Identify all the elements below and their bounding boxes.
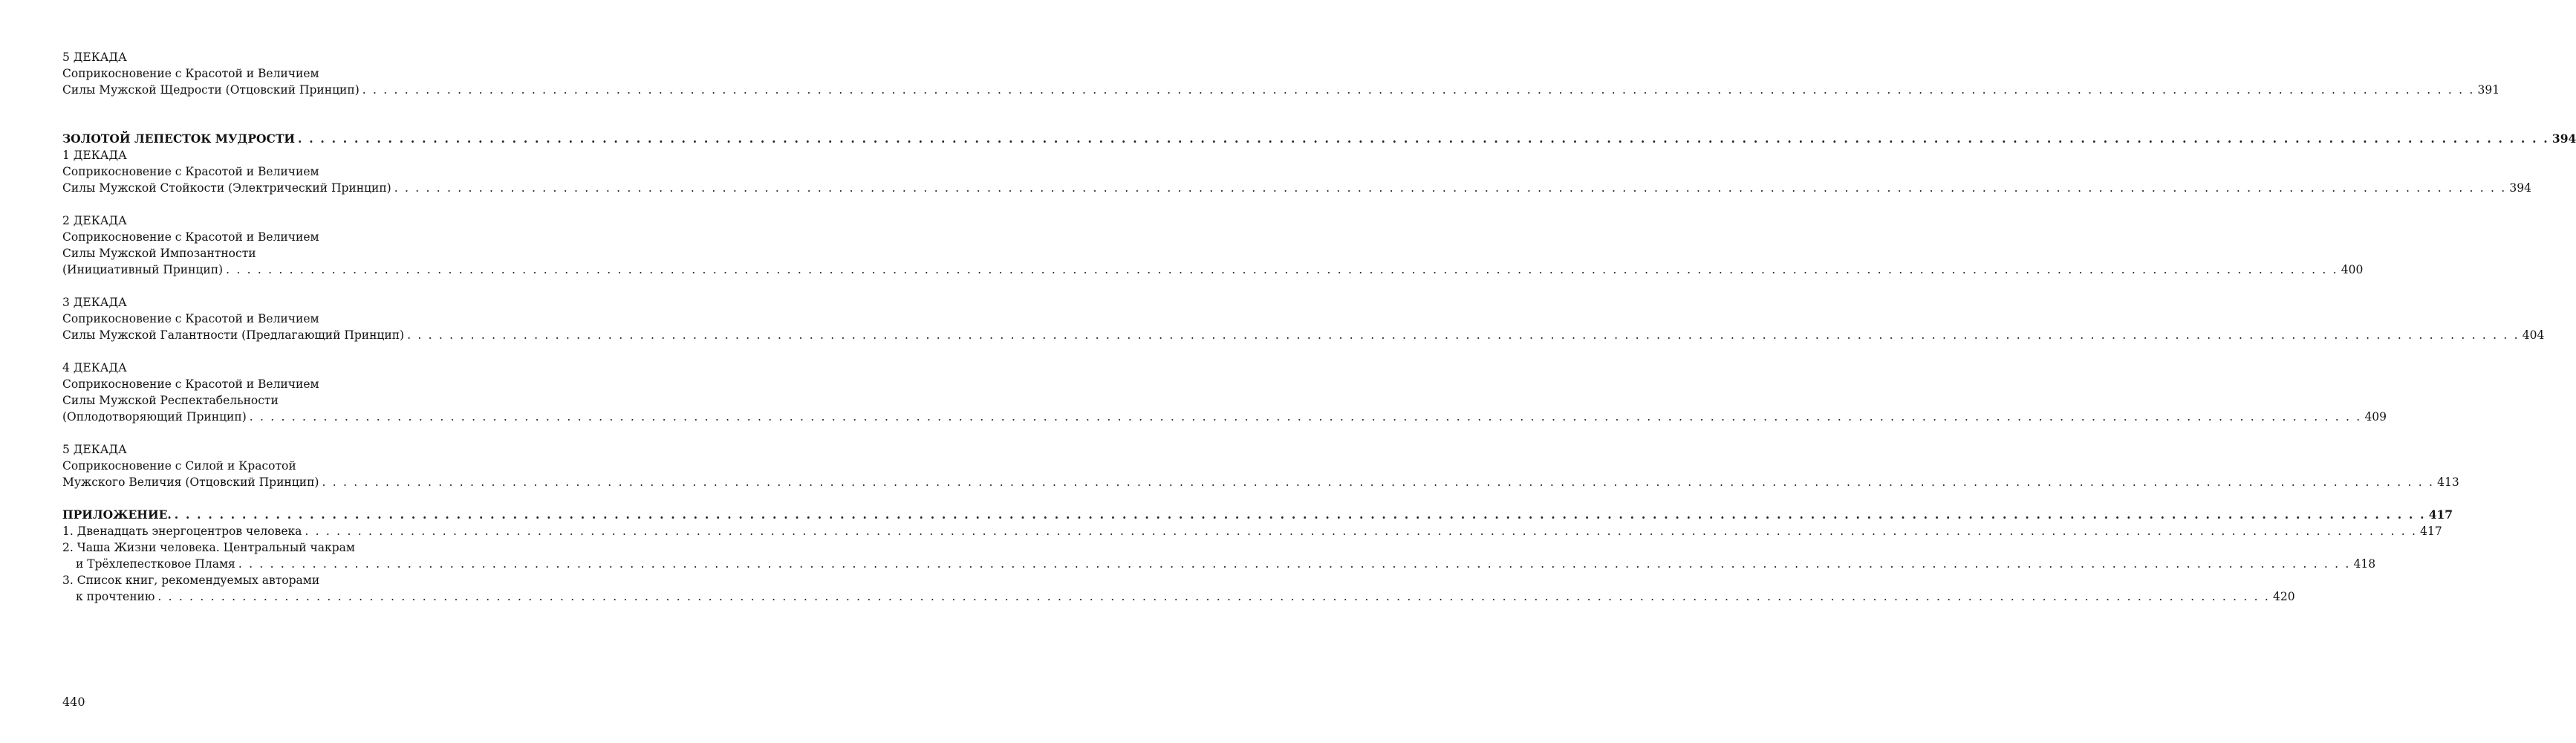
toc-entry <box>62 311 472 327</box>
toc-dot-leader: . . . . . . . . . . . . . . . . . . . . . . . . . . . . . . . . . . . . . . . . . . . . . . . . . . . . . . . . . . . . . . . . . . . . . . . . . . . . . . . . . . . . . . . . . . . . . . . . . . . . . . . . . . . . . . . . . . . . . . . . . . . . . . . . . . . . . . . . . . . . . . . . . . . . . . . . . . . . . . . . . . . . . . . . . . . . . . . . . . . . . . . . . . . . . . . . . . . . . . . . <box>238 557 2351 571</box>
toc-entry-text: Соприкосновение с Красотой и Величием <box>62 165 319 178</box>
toc-dot-leader: . . . . . . . . . . . . . . . . . . . . . . . . . . . . . . . . . . . . . . . . . . . . . . . . . . . . . . . . . . . . . . . . . . . . . . . . . . . . . . . . . . . . . . . . . . . . . . . . . . . . . . . . . . . . . . . . . . . . . . . . . . . . . . . . . . . . . . . . . . . . . . . . . . . . . . . . . . . . . . . . . . . . . . . . . . . . . . . . . . . . . . . . . . . . . . . . . . . . . . . . <box>305 525 2418 538</box>
toc-entry-text: к прочтению <box>76 590 155 603</box>
toc-entry-text: Мужского Величия (Отцовский Принцип) <box>62 476 319 489</box>
toc-entry-text: Соприкосновение с Красотой и Величием <box>62 377 319 391</box>
toc-entry <box>62 539 472 556</box>
toc-dot-leader: . . . . . . . . . . . . . . . . . . . . . . . . . . . . . . . . . . . . . . . . . . . . . . . . . . . . . . . . . . . . . . . . . . . . . . . . . . . . . . . . . . . . . . . . . . . . . . . . . . . . . . . . . . . . . . . . . . . . . . . . . . . . . . . . . . . . . . . . . . . . . . . . . . . . . . . . . . . . . . . . . . . . . . . . . . . . . . . . . . . . . . . . . . . . . . . . . . . . . . . . <box>394 181 2507 195</box>
toc-entry <box>62 588 2295 605</box>
toc-entry <box>62 556 2376 572</box>
toc-entry <box>62 147 472 163</box>
toc-section-heading <box>62 131 2576 147</box>
page-number: 440 <box>62 695 85 709</box>
toc-entry <box>62 245 472 262</box>
toc-spacer <box>62 490 472 507</box>
toc-page-number: 409 <box>2364 410 2387 424</box>
toc-entry-text: 2 ДЕКАДА <box>62 214 127 227</box>
toc-spacer <box>62 278 472 294</box>
toc-entry-text: ПРИЛОЖЕНИЕ. <box>62 507 172 522</box>
toc-entry <box>62 360 472 376</box>
toc-entry-text: 1 ДЕКАДА <box>62 149 127 162</box>
toc-entry-text: 3. Список книг, рекомендуемых авторами <box>62 574 320 587</box>
toc-dot-leader: . . . . . . . . . . . . . . . . . . . . . . . . . . . . . . . . . . . . . . . . . . . . . . . . . . . . . . . . . . . . . . . . . . . . . . . . . . . . . . . . . . . . . . . . . . . . . . . . . . . . . . . . . . . . . . . . . . . . . . . . . . . . . . . . . . . . . . . . . . . . . . . . . . . . . . . . . . . . . . . . . . . . . . . . . . . . . . . . . . . . . . . . . . . . . . . . . . . . . . . . <box>157 590 2271 603</box>
toc-page-number: 400 <box>2341 263 2364 276</box>
toc-section-heading <box>62 507 2453 523</box>
toc-entry-text: 1. Двенадцать энергоцентров человека <box>62 525 302 538</box>
toc-entry <box>62 229 472 245</box>
toc-spacer <box>62 98 472 114</box>
toc-entry-text: Силы Мужской Щедрости (Отцовский Принцип) <box>62 83 360 97</box>
toc-entry <box>62 474 2459 490</box>
toc-page-number: 417 <box>2428 507 2453 522</box>
toc-entry-text: 3 ДЕКАДА <box>62 296 127 309</box>
toc-entry-text: Соприкосновение с Красотой и Величием <box>62 312 319 325</box>
toc-entry <box>62 82 2500 98</box>
toc-page-number: 391 <box>2477 83 2500 97</box>
toc-entry-text: Силы Мужской Галантности (Предлагающий Принцип) <box>62 328 405 342</box>
toc-dot-leader: . . . . . . . . . . . . . . . . . . . . . . . . . . . . . . . . . . . . . . . . . . . . . . . . . . . . . . . . . . . . . . . . . . . . . . . . . . . . . . . . . . . . . . . . . . . . . . . . . . . . . . . . . . . . . . . . . . . . . . . . . . . . . . . . . . . . . . . . . . . . . . . . . . . . . . . . . . . . . . . . . . . . . . . . . . . . . . . . . . . . . . . . . . . . . . . . . . . . . . . . <box>298 132 2549 146</box>
toc-dot-leader: . . . . . . . . . . . . . . . . . . . . . . . . . . . . . . . . . . . . . . . . . . . . . . . . . . . . . . . . . . . . . . . . . . . . . . . . . . . . . . . . . . . . . . . . . . . . . . . . . . . . . . . . . . . . . . . . . . . . . . . . . . . . . . . . . . . . . . . . . . . . . . . . . . . . . . . . . . . . . . . . . . . . . . . . . . . . . . . . . . . . . . . . . . . . . . . . . . . . . . . . <box>322 476 2435 489</box>
toc-entry <box>62 572 472 588</box>
toc-entry <box>62 180 2532 196</box>
toc-entry-text: (Оплодотворяющий Принцип) <box>62 410 247 424</box>
toc-entry-text: (Инициативный Принцип) <box>62 263 224 276</box>
toc-entry <box>62 212 472 229</box>
toc-page-number: 418 <box>2353 557 2376 571</box>
toc-page-number: 420 <box>2273 590 2295 603</box>
toc-entry-text: Соприкосновение с Красотой и Величием <box>62 230 319 244</box>
toc-page-number: 394 <box>2551 132 2576 146</box>
toc-page-number: 394 <box>2509 181 2532 195</box>
toc-entry <box>62 65 472 82</box>
toc-entry-text: ЗОЛОТОЙ ЛЕПЕСТОК МУДРОСТИ <box>62 132 295 146</box>
toc-dot-leader: . . . . . . . . . . . . . . . . . . . . . . . . . . . . . . . . . . . . . . . . . . . . . . . . . . . . . . . . . . . . . . . . . . . . . . . . . . . . . . . . . . . . . . . . . . . . . . . . . . . . . . . . . . . . . . . . . . . . . . . . . . . . . . . . . . . . . . . . . . . . . . . . . . . . . . . . . . . . . . . . . . . . . . . . . . . . . . . . . . . . . . . . . . . . . . . . . . . . . . . . <box>407 328 2520 342</box>
toc-entry <box>62 262 2364 278</box>
toc-entry-text: 5 ДЕКАДА <box>62 443 127 456</box>
toc-entry <box>62 409 2387 425</box>
toc-entry-text: 2. Чаша Жизни человека. Центральный чакрам <box>62 541 355 554</box>
toc-entry-text: Соприкосновение с Силой и Красотой <box>62 459 296 473</box>
toc-page-number: 413 <box>2437 476 2459 489</box>
toc-entry <box>62 49 472 65</box>
toc-dot-leader: . . . . . . . . . . . . . . . . . . . . . . . . . . . . . . . . . . . . . . . . . . . . . . . . . . . . . . . . . . . . . . . . . . . . . . . . . . . . . . . . . . . . . . . . . . . . . . . . . . . . . . . . . . . . . . . . . . . . . . . . . . . . . . . . . . . . . . . . . . . . . . . . . . . . . . . . . . . . . . . . . . . . . . . . . . . . . . . . . . . . . . . . . . . . . . . . . . . . . . . . <box>226 263 2338 276</box>
toc-entry-text: Соприкосновение с Красотой и Величием <box>62 67 319 80</box>
toc-spacer <box>62 196 472 212</box>
toc-spacer <box>62 114 472 131</box>
toc-entry-text: Силы Мужской Стойкости (Электрический Принцип) <box>62 181 391 195</box>
toc-entry <box>62 392 472 409</box>
toc-entry-text: Силы Мужской Респектабельности <box>62 394 279 407</box>
toc-entry-text: Силы Мужской Импозантности <box>62 247 256 260</box>
toc-entry <box>62 376 472 392</box>
toc-spacer <box>62 343 472 360</box>
toc-spacer <box>62 425 472 441</box>
toc-entry-text: 5 ДЕКАДА <box>62 51 127 64</box>
toc-entry <box>62 163 472 180</box>
table-of-contents <box>62 49 2576 605</box>
toc-entry <box>62 523 2442 539</box>
toc-entry-text: 4 ДЕКАДА <box>62 361 127 374</box>
toc-dot-leader: . . . . . . . . . . . . . . . . . . . . . . . . . . . . . . . . . . . . . . . . . . . . . . . . . . . . . . . . . . . . . . . . . . . . . . . . . . . . . . . . . . . . . . . . . . . . . . . . . . . . . . . . . . . . . . . . . . . . . . . . . . . . . . . . . . . . . . . . . . . . . . . . . . . . . . . . . . . . . . . . . . . . . . . . . . . . . . . . . . . . . . . . . . . . . . . . . . . . . . . . <box>174 507 2426 522</box>
toc-page-number: 404 <box>2522 328 2545 342</box>
toc-entry <box>62 327 2545 343</box>
toc-entry <box>62 294 472 311</box>
toc-entry <box>62 441 472 458</box>
toc-entry-text: и Трёхлепестковое Пламя <box>76 557 235 571</box>
toc-dot-leader: . . . . . . . . . . . . . . . . . . . . . . . . . . . . . . . . . . . . . . . . . . . . . . . . . . . . . . . . . . . . . . . . . . . . . . . . . . . . . . . . . . . . . . . . . . . . . . . . . . . . . . . . . . . . . . . . . . . . . . . . . . . . . . . . . . . . . . . . . . . . . . . . . . . . . . . . . . . . . . . . . . . . . . . . . . . . . . . . . . . . . . . . . . . . . . . . . . . . . . . . <box>362 83 2475 97</box>
toc-page-number: 417 <box>2420 525 2442 538</box>
toc-entry <box>62 458 472 474</box>
toc-dot-leader: . . . . . . . . . . . . . . . . . . . . . . . . . . . . . . . . . . . . . . . . . . . . . . . . . . . . . . . . . . . . . . . . . . . . . . . . . . . . . . . . . . . . . . . . . . . . . . . . . . . . . . . . . . . . . . . . . . . . . . . . . . . . . . . . . . . . . . . . . . . . . . . . . . . . . . . . . . . . . . . . . . . . . . . . . . . . . . . . . . . . . . . . . . . . . . . . . . . . . . . . <box>249 410 2362 424</box>
